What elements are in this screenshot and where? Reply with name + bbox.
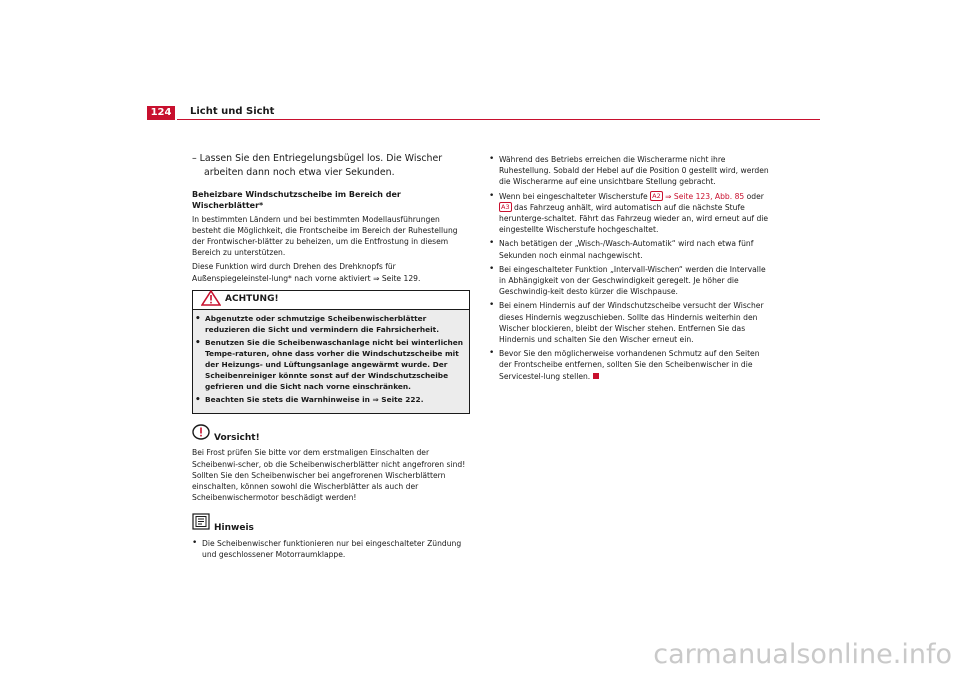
warning-title: ACHTUNG! [225, 294, 279, 305]
warning-box [192, 290, 470, 414]
left-column [192, 152, 470, 563]
list-item: • Abgenutzte oder schmutzige Scheibenwischerblätter reduzieren die Sicht und vermindern die Fahrsicherheit. [195, 313, 439, 334]
list-item: • Die Scheibenwischer funktionieren nur bei eingeschalteter Zündung und geschlossener Motorraumklappe. [192, 537, 462, 559]
list-item: • Nach betätigen der „Wisch-/Wasch-Automatik“ wird nach etwa fünf Sekunden noch einmal nachgewischt. [489, 238, 754, 260]
header-rule [177, 119, 820, 120]
note-title: Hinweis [214, 523, 254, 534]
paragraph: Diese Funktion wird durch Drehen des Drehknopfs für Außenspiegeleinstel-lung* nach vorne aktiviert ⇒ Seite 129. [192, 262, 421, 283]
page-title: Licht und Sicht [190, 106, 275, 117]
watermark: carmanualsonline.info [653, 639, 952, 670]
reference-badge: A2 [652, 191, 661, 200]
page-number: 124 [147, 106, 175, 120]
list-item: • Beachten Sie stets die Warnhinweise in ⇒ Seite 222. [195, 395, 424, 406]
note-document-icon [192, 513, 210, 534]
list-item: • Benutzen Sie die Scheibenwaschanlage nicht bei winterlichen Tempe-raturen, ohne dass vorher die Windschutzscheibe mit der Heizungs- und Lüftungsanlage angewärmt wurde. Der Scheibenreiniger könnte sonst auf der Windschutzscheibe gefrieren und die Sicht nach vorne einschränken. [195, 338, 464, 391]
right-column [489, 154, 771, 385]
list-item: • Wenn bei eingeschalteter Wischerstufe A2 ⇒ Seite 123, Abb. 85 oder A3 das Fahrzeug anhält, wird automatisch auf die nächste Stufe herunterge-schaltet. Fährt das Fahrzeug wieder an, wird erneut auf die eingestellte Wischerstufe hochgeschaltet. [489, 190, 769, 235]
list-item: • Bei einem Hindernis auf der Windschutzscheibe versucht der Wischer dieses Hindernis wegzuschieben. Sollte das Hindernis weiterhin den Wischer blockieren, bleibt der Wischer stehen. Entfernen Sie das Hindernis und schalten Sie den Wischer erneut ein. [489, 300, 764, 345]
reference-badge: A3 [501, 202, 510, 211]
caution-header [192, 424, 470, 444]
paragraph: In bestimmten Ländern und bei bestimmten Modellausführungen besteht die Möglichkeit, die Frontscheibe im Bereich der Ruhestellung der Frontwischer-blätter zu beheizen, um die Entfrostung in diesem Bereich zu unterstützen. [192, 214, 458, 258]
warning-triangle-icon [201, 290, 221, 310]
warning-body [193, 310, 469, 413]
caution-text: Bei Frost prüfen Sie bitte vor dem erstmaligen Einschalten der Scheibenwi-scher, ob die Scheibenwischerblätter nicht angefroren sind! Sollten Sie den Scheibenwischer bei angefrorenen Wischerblättern einschalten, können sowohl die Wischerblätter als auch der Scheibenwischermotor beschädigt werden! [192, 448, 466, 503]
list-item: • Bei eingeschalteter Funktion „Intervall-Wischen“ werden die Intervalle in Abhängigkeit von der Geschwindigkeit geregelt. Je höher die Geschwindig-keit desto kürzer die Wischpause. [489, 263, 766, 297]
caution-title: Vorsicht! [214, 433, 260, 444]
note-header [192, 513, 470, 534]
page-reference-link[interactable]: ⇒ Seite 123, Abb. 85 [665, 191, 745, 201]
list-item: • Bevor Sie den möglicherweise vorhandenen Schmutz auf den Seiten der Frontscheibe entfernen, sollten Sie den Scheibenwischer in die Servicestel-lung stellen. [489, 348, 760, 381]
warning-header [193, 291, 469, 310]
caution-exclamation-icon [192, 424, 210, 444]
instruction-step: – Lassen Sie den Entriegelungsbügel los. Die Wischer arbeiten dann noch etwa vier Sekunden. [192, 153, 443, 178]
section-title: Beheizbare Windschutzscheibe im Bereich der Wischerblätter* [192, 190, 401, 211]
list-item: • Während des Betriebs erreichen die Wischerarme nicht ihre Ruhestellung. Sobald der Hebel auf die Position 0 gestellt wird, werden die Wischerarme auf eine unsichtbare Stellung gebracht. [489, 154, 769, 187]
section-end-mark [593, 373, 599, 379]
